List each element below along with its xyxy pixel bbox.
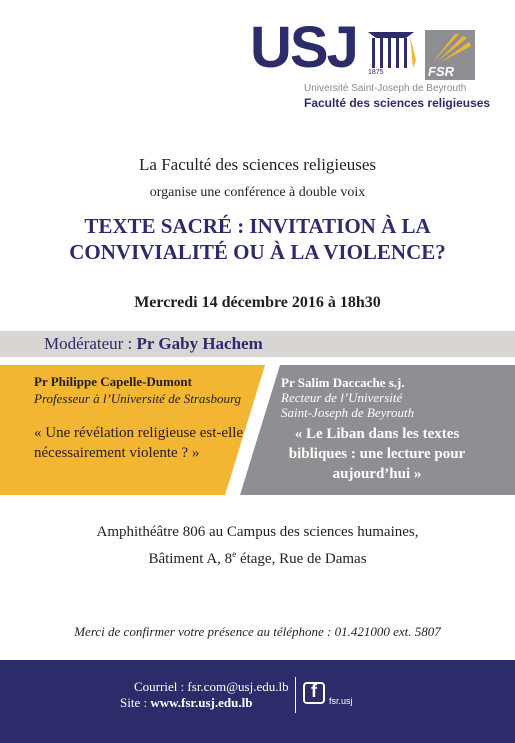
venue-line-2-start: Bâtiment A, 8	[148, 551, 233, 567]
university-name: Université Saint-Joseph de Beyrouth	[304, 83, 467, 94]
facebook-handle[interactable]: fsr.usj	[329, 696, 353, 706]
rsvp-note: Merci de confirmer votre présence au téléphone : 01.421000 ext. 5807	[74, 624, 441, 639]
speaker-2-role	[281, 390, 481, 420]
fsr-logo-label: FSR	[428, 64, 454, 79]
speaker-2-role-line-2: Saint-Joseph de Beyrouth	[281, 405, 415, 420]
event-date: Mercredi 14 décembre 2016 à 18h30	[134, 294, 381, 311]
event-title	[0, 213, 515, 265]
moderator-line	[44, 334, 263, 354]
speaker-2-name: Pr Salim Daccache s.j.	[281, 375, 405, 390]
speaker-2-talk-title: « Le Liban dans les textes bibliques : une lecture pour aujourd’hui »	[288, 426, 466, 482]
facebook-f-glyph: f	[311, 681, 317, 701]
venue-address	[0, 521, 515, 570]
venue-floor-suffix: e	[232, 549, 237, 559]
contact-website[interactable]	[120, 695, 252, 711]
event-type-line: organise une conférence à double voix	[149, 185, 366, 200]
website-link[interactable]: www.fsr.usj.edu.lb	[150, 695, 253, 710]
venue-line-2	[0, 543, 515, 570]
speaker-1-talk-title: « Une révélation religieuse est-elle nécessairement violente ? »	[34, 425, 244, 461]
founding-year: 1875	[368, 69, 384, 76]
contact-email[interactable]: Courriel : fsr.com@usj.edu.lb	[134, 679, 289, 694]
event-title-line-1: TEXTE SACRÉ : INVITATION À LA	[84, 214, 431, 238]
footer-bar	[0, 660, 515, 743]
usj-pillars-logo-icon	[366, 30, 418, 70]
speaker-1-name: Pr Philippe Capelle-Dumont	[34, 374, 192, 389]
event-title-line-2: CONVIVIALITÉ OU À LA VIOLENCE?	[69, 240, 446, 264]
usj-logo-text: USJ	[250, 15, 357, 80]
footer-divider	[295, 677, 296, 713]
speaker-1-role: Professeur à l’Université de Strasbourg	[34, 391, 242, 406]
venue-line-1: Amphithéâtre 806 au Campus des sciences humaines,	[96, 524, 419, 540]
speaker-2-role-line-1: Recteur de l’Université	[281, 390, 403, 405]
venue-line-2-end: étage, Rue de Damas	[236, 551, 367, 567]
moderator-label: Modérateur :	[44, 334, 133, 353]
moderator-name: Pr Gaby Hachem	[136, 334, 263, 353]
website-label: Site :	[120, 695, 151, 710]
organizer-line: La Faculté des sciences religieuses	[139, 155, 376, 174]
faculty-name: Faculté des sciences religieuses	[304, 96, 491, 110]
